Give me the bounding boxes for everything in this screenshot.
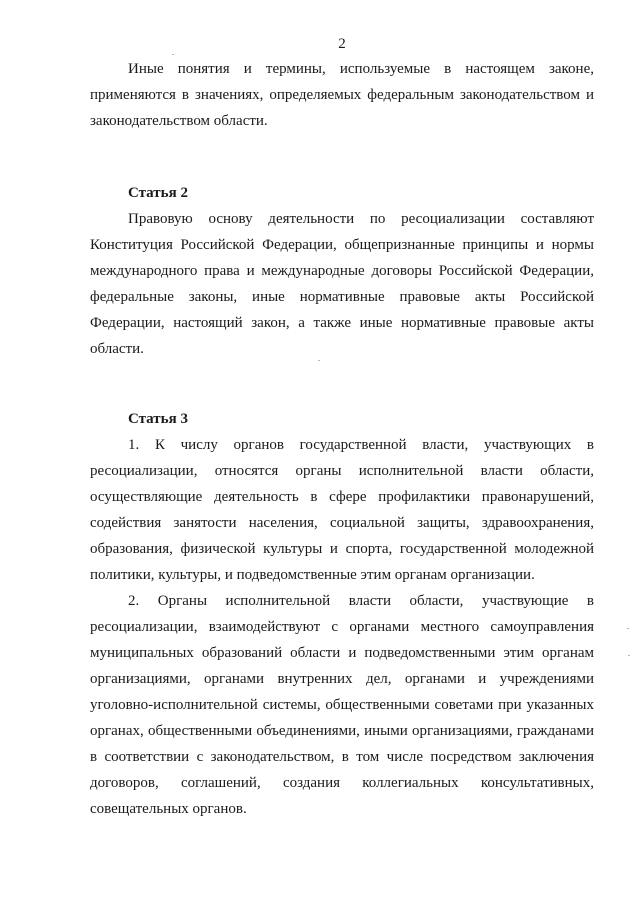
spacer (90, 134, 594, 180)
scan-speck (627, 628, 629, 629)
page-number: 2 (338, 36, 346, 52)
document-body (90, 56, 594, 822)
scan-speck (172, 54, 174, 55)
article-2-paragraph: Правовую основу деятельности по ресоциализации составляют Конституция Российской Федерации, общепризнанные принципы и нормы международного права и международные договоры Российской Федерации, федеральные законы, иные нормативные правовые акты Российской Федерации, настоящий закон, а также иные нормативные правовые акты области. (90, 211, 594, 357)
scan-speck (318, 360, 320, 361)
scan-speck (628, 655, 630, 656)
article-3-paragraph-2: 2. Органы исполнительной власти области, участвующие в ресоциализации, взаимодействуют с органами местного самоуправления муниципальных образований области и подведомственными этим органам организациями, органами внутренних дел, органами и учреждениями уголовно-исполнительной системы, общественными советами при указанных органах, общественными объединениями, иными организациями, гражданами в соответствии с законодательством, в том числе посредством заключения договоров, соглашений, создания коллегиальных консультативных, совещательных органов. (90, 593, 594, 817)
article-3-paragraph-1: 1. К числу органов государственной власти, участвующих в ресоциализации, относятся органы исполнительной власти области, осуществляющие деятельность в сфере профилактики правонарушений, содействия занятости населения, социальной защиты, здравоохранения, образования, физической культуры и спорта, государственной молодежной политики, культуры, и подведомственные этим органам организации. (90, 437, 594, 583)
article-2-heading: Статья 2 (128, 185, 188, 201)
article-3-heading: Статья 3 (128, 411, 188, 427)
spacer (90, 362, 594, 406)
intro-paragraph: Иные понятия и термины, используемые в настоящем законе, применяются в значениях, определяемых федеральным законодательством и законодательством области. (90, 61, 594, 129)
